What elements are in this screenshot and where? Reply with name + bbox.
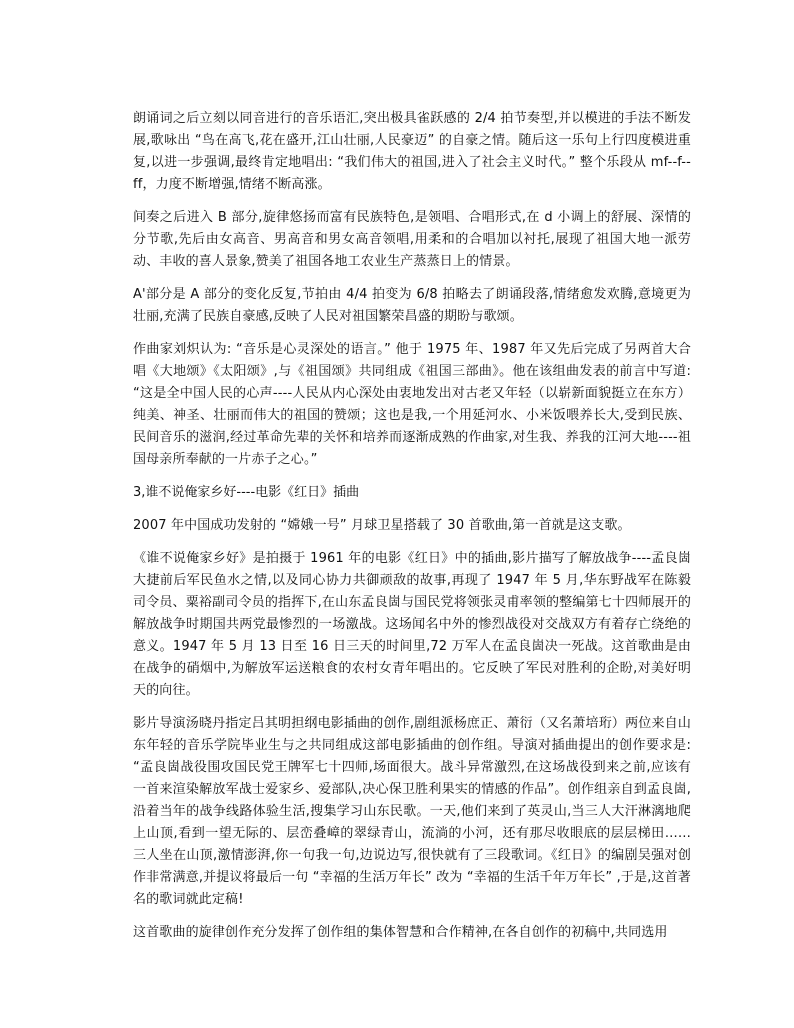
paragraph-a-prime-section: A'部分是 A 部分的变化反复,节拍由 4/4 拍变为 6/8 拍略去了朗诵段落,情绪愈发欢腾,意境更为壮丽,充满了民族自豪感,反映了人民对祖国繁荣昌盛的期盼与歌颂。 bbox=[133, 287, 691, 324]
paragraph-b-section: 间奏之后进入 B 部分,旋律悠扬而富有民族特色,是领唱、合唱形式,在 d 小调上的舒展、深情的分节歌,先后由女高音、男高音和男女高音领唱,用柔和的合唱加以衬托,展现了祖国大地一派劳动、丰收的喜人景象,赞美了祖国各地工农业生产蒸蒸日上的情景。 bbox=[133, 210, 691, 269]
paragraph-a-section-ending: 朗诵词之后立刻以同音进行的音乐语汇,突出极具雀跃感的 2/4 拍节奏型,并以模进的手法不断发展,歌咏出 “鸟在高飞,花在盛开,江山壮丽,人民豪迈” 的自豪之情。随后这一乐句上行四度模进重复,以进一步强调,最终肯定地唱出: “我们伟大的祖国,进入了社会主义时代。” 整个乐段从 mf--f--ff，力度不断增强,情绪不断高涨。 bbox=[133, 111, 691, 192]
paragraph-composer-quote: 作曲家刘炽认为: “音乐是心灵深处的语言。” 他于 1975 年、1987 年又先后完成了另两首大合唱《大地颂》《太阳颂》,与《祖国颂》共同组成《祖国三部曲》。他在该组曲发表的前言中写道: “这是全中国人民的心声----人民从内心深处由衷地发出对古老又年轻（以崭新面貌挺立在东方）纯美、神圣、壮丽而伟大的祖国的赞颂；这也是我,一个用延河水、小米饭喂养长大,受到民族、民间音乐的滋润,经过革命先辈的关怀和培养而逐渐成熟的作曲家,对生我、养我的江河大地----祖国母亲所奉献的一片赤子之心。” bbox=[133, 342, 691, 467]
paragraph-change-e-1: 2007 年中国成功发射的 “嫦娥一号” 月球卫星搭载了 30 首歌曲,第一首就是这支歌。 bbox=[133, 518, 631, 533]
paragraph-creation-story: 影片导演汤晓丹指定吕其明担纲电影插曲的创作,剧组派杨庶正、萧衍（又名萧培珩）两位来自山东年轻的音乐学院毕业生与之共同组成这部电影插曲的创作组。导演对插曲提出的创作要求是: “孟良崮战役围攻国民党王牌军七十四师,场面很大。战斗异常激烈,在这场战役到来之前,应该有一首来渲染解放军战士爱家乡、爱部队,决心保卫胜利果实的情感的作品”。创作组亲自到孟良崮,沿着当年的战争线路体验生活,搜集学习山东民歌。一天,他们来到了英灵山,当三人大汗淋漓地爬上山顶,看到一望无际的、层峦叠嶂的翠绿青山，流淌的小河，还有那尽收眼底的层层梯田…… 三人坐在山顶,激情澎湃,你一句我一句,边说边写,很快就有了三段歌词。《红日》的编剧吴强对创作非常满意,并提议将最后一句 “幸福的生活万年长” 改为 “幸福的生活千年万年长” ,于是,这首著名的歌词就此定稿! bbox=[133, 716, 691, 907]
section-heading: 3,谁不说俺家乡好----电影《红日》插曲 bbox=[133, 485, 360, 500]
paragraph-film-background: 《谁不说俺家乡好》是拍摄于 1961 年的电影《红日》中的插曲,影片描写了解放战争----孟良崮大捷前后军民鱼水之情,以及同心协力共御顽敌的故事,再现了 1947 年 5 月,华东野战军在陈毅司令员、粟裕副司令员的指挥下,在山东孟良崮与国民党将领张灵甫率领的整编第七十四师展开的解放战争时期国共两党最惨烈的一场激战。这场闻名中外的惨烈战役对交战双方有着存亡绕绝的意义。1947 年 5 月 13 日至 16 日三天的时间里,72 万军人在孟良崮决一死战。这首歌曲是由在战争的硝烟中,为解放军运送粮食的农村女青年唱出的。它反映了军民对胜利的企盼,对美好明天的向往。 bbox=[133, 551, 691, 698]
document-body bbox=[133, 108, 691, 955]
paragraph-melody-creation: 这首歌曲的旋律创作充分发挥了创作组的集体智慧和合作精神,在各自创作的初稿中,共同选用 bbox=[133, 925, 668, 940]
